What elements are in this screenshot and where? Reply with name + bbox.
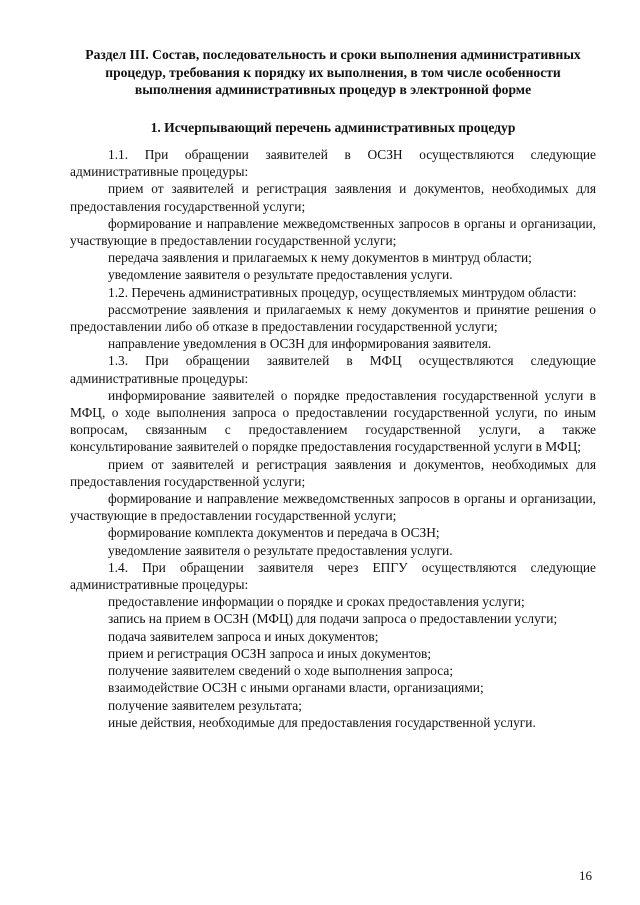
paragraph: запись на прием в ОСЗН (МФЦ) для подачи запроса о предоставлении услуги; — [108, 611, 558, 627]
paragraph: подача заявителем запроса и иных документов; — [108, 628, 379, 644]
page-number: 16 — [579, 868, 592, 883]
paragraph: прием от заявителей и регистрация заявления и документов, необходимых для предоставления государственной услуги; — [70, 456, 596, 489]
paragraph: прием от заявителей и регистрация заявления и документов, необходимых для предоставления государственной услуги; — [70, 181, 596, 214]
paragraph: 1.3. При обращении заявителей в МФЦ осуществляются следующие административные процедуры: — [70, 353, 596, 386]
paragraph: уведомление заявителя о результате предоставления услуги. — [108, 267, 453, 283]
paragraph: иные действия, необходимые для предоставления государственной услуги. — [108, 714, 536, 730]
paragraph: 1.2. Перечень административных процедур, осуществляемых минтрудом области: — [108, 284, 577, 300]
section-title: Раздел III. Состав, последовательность и сроки выполнения административных процедур, требования к порядку их выполнения, в том числе особенности выполнения административных процедур в электронной форме — [85, 47, 581, 97]
paragraph: 1.1. При обращении заявителей в ОСЗН осуществляются следующие административные процедуры: — [70, 147, 596, 180]
paragraph: формирование комплекта документов и передача в ОСЗН; — [108, 525, 440, 541]
paragraph: формирование и направление межведомственных запросов в органы и организации, участвующие в предоставлении государственной услуги; — [70, 491, 596, 524]
subsection-title: 1. Исчерпывающий перечень административных процедур — [150, 119, 516, 135]
paragraph: прием и регистрация ОСЗН запроса и иных документов; — [108, 645, 432, 661]
paragraph: 1.4. При обращении заявителя через ЕПГУ осуществляются следующие административные процедуры: — [70, 559, 596, 593]
paragraph: рассмотрение заявления и прилагаемых к нему документов и принятие решения о предоставлении либо об отказе в предоставлении государственной услуги; — [70, 301, 596, 335]
paragraph: взаимодействие ОСЗН с иными органами власти, организациями; — [108, 680, 484, 696]
paragraph: информирование заявителей о порядке предоставления государственной услуги в МФЦ, о ходе выполнения запроса о предоставлении государственной услуги, по иным вопросам, связанным с предоставлением государственной услуги, а также консультирование заявителей о порядке предоставления государственной услуги в МФЦ; — [70, 387, 596, 455]
paragraph: предоставление информации о порядке и сроках предоставления услуги; — [108, 594, 525, 610]
paragraph: получение заявителем сведений о ходе выполнения запроса; — [108, 663, 454, 679]
paragraph: получение заявителем результата; — [108, 697, 302, 713]
paragraph: уведомление заявителя о результате предоставления услуги. — [108, 542, 453, 558]
body-text — [70, 146, 596, 731]
paragraph: передача заявления и прилагаемых к нему документов в минтруд области; — [108, 250, 532, 266]
paragraph: направление уведомления в ОСЗН для информирования заявителя. — [108, 336, 492, 352]
paragraph: формирование и направление межведомственных запросов в органы и организации, участвующие в предоставлении государственной услуги; — [70, 215, 596, 249]
